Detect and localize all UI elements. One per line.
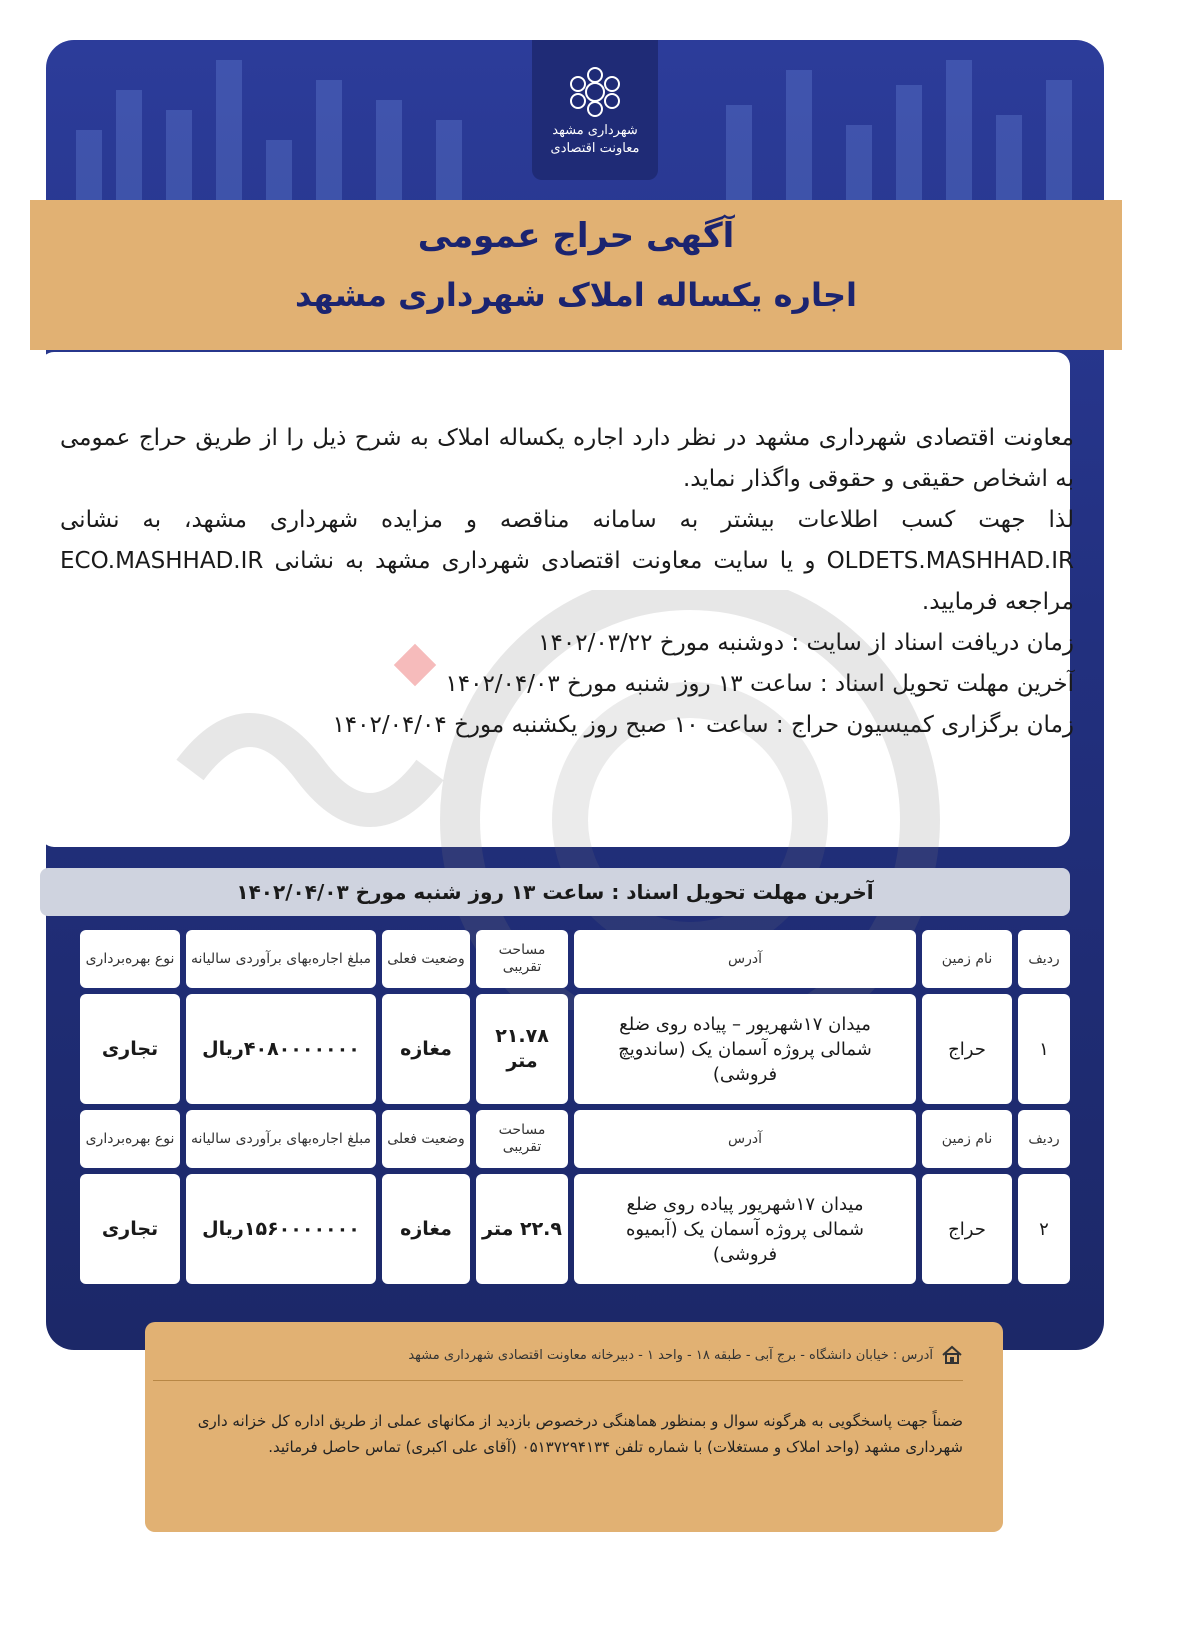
info-paragraph: لذا جهت کسب اطلاعات بیشتر به سامانه مناقصه و مزایده شهرداری مشهد، به نشانی OLDETS.MASHHAD.IR و یا سایت معاونت اقتصادی شهرداری مشهد به نشانی ECO.MASHHAD.IR مراجعه فرمایید. [60,507,1074,615]
page-title: آگهی حراج عمومی [417,216,735,256]
header-status: وضعیت فعلی [382,930,470,988]
header-usage: نوع بهره‌برداری [80,1110,180,1168]
land-name: حراج [922,994,1012,1104]
logo-text-municipality: شهرداری مشهد [552,123,638,138]
header-row-number: ردیف [1018,1110,1070,1168]
annual-rent-price: ۴۰۸۰۰۰۰۰۰۰ریال [186,994,376,1104]
municipality-logo [532,40,658,180]
commission-date: زمان برگزاری کمیسیون حراج : ساعت ۱۰ صبح روز یکشنبه مورخ ۱۴۰۲/۰۴/۰۴ [332,712,1074,738]
table-header-row [40,1110,1070,1168]
header-address: آدرس [574,930,916,988]
contact-note: ضمناً جهت پاسخگویی به هرگونه سوال و بمنظور هماهنگی درخصوص بازدید از مکانهای عملی از طریق اداره کل خزانه داری شهرداری مشهد (واحد املاک و مستغلات) با شماره تلفن ۰۵۱۳۷۲۹۴۱۳۴ (آقای علی اکبری) تماس حاصل فرمائید. [197,1412,963,1456]
header-area: مساحت تقریبی [476,930,568,988]
property-address: میدان ۱۷شهریور – پیاده روی ضلع شمالی پروژه آسمان یک (ساندویچ فروشی) [574,994,916,1104]
header-price: مبلغ اجاره‌بهای برآوردی سالیانه [186,930,376,988]
annual-rent-price: ۱۵۶۰۰۰۰۰۰۰ریال [186,1174,376,1284]
row-number: ۱ [1018,994,1070,1104]
deadline-strip: آخرین مهلت تحویل اسناد : ساعت ۱۳ روز شنبه مورخ ۱۴۰۲/۰۴/۰۳ [40,868,1070,916]
header-usage: نوع بهره‌برداری [80,930,180,988]
usage-type: تجاری [80,994,180,1104]
usage-type: تجاری [80,1174,180,1284]
header-land-name: نام زمین [922,930,1012,988]
document-receipt-date: زمان دریافت اسناد از سایت : دوشنبه مورخ ۱۴۰۲/۰۳/۲۲ [538,630,1074,656]
logo-emblem-icon [565,62,625,122]
property-area: ۲۲.۹ متر [476,1174,568,1284]
table-header-row [40,930,1070,988]
table-row [40,994,1070,1104]
header-land-name: نام زمین [922,1110,1012,1168]
property-address: میدان ۱۷شهریور پیاده روی ضلع شمالی پروژه آسمان یک (آبمیوه فروشی) [574,1174,916,1284]
document-deadline-date: آخرین مهلت تحویل اسناد : ساعت ۱۳ روز شنبه مورخ ۱۴۰۲/۰۴/۰۳ [445,671,1074,697]
property-area: ۲۱.۷۸ متر [476,994,568,1104]
header-row-number: ردیف [1018,930,1070,988]
office-address-text: آدرس : خیابان دانشگاه - برج آبی - طبقه ۱۸ - واحد ۱ - دبیرخانه معاونت اقتصادی شهرداری مشهد [408,1347,933,1363]
property-status: مغازه [382,994,470,1104]
property-status: مغازه [382,1174,470,1284]
header-address: آدرس [574,1110,916,1168]
land-name: حراج [922,1174,1012,1284]
page-subtitle: اجاره یکساله املاک شهرداری مشهد [294,276,857,314]
header-price: مبلغ اجاره‌بهای برآوردی سالیانه [186,1110,376,1168]
table-row [40,1174,1070,1284]
home-icon [941,1344,963,1366]
row-number: ۲ [1018,1174,1070,1284]
logo-text-deputy: معاونت اقتصادی [550,141,640,156]
contact-box [145,1322,1003,1532]
auction-poster [30,40,1122,1585]
office-address [153,1344,963,1381]
header-status: وضعیت فعلی [382,1110,470,1168]
intro-paragraph: معاونت اقتصادی شهرداری مشهد در نظر دارد اجاره یکساله املاک به شرح ذیل را از طریق حراج عمومی به اشخاص حقیقی و حقوقی واگذار نماید. [60,425,1074,492]
header-area: مساحت تقریبی [476,1110,568,1168]
announcement-body [60,418,1074,746]
